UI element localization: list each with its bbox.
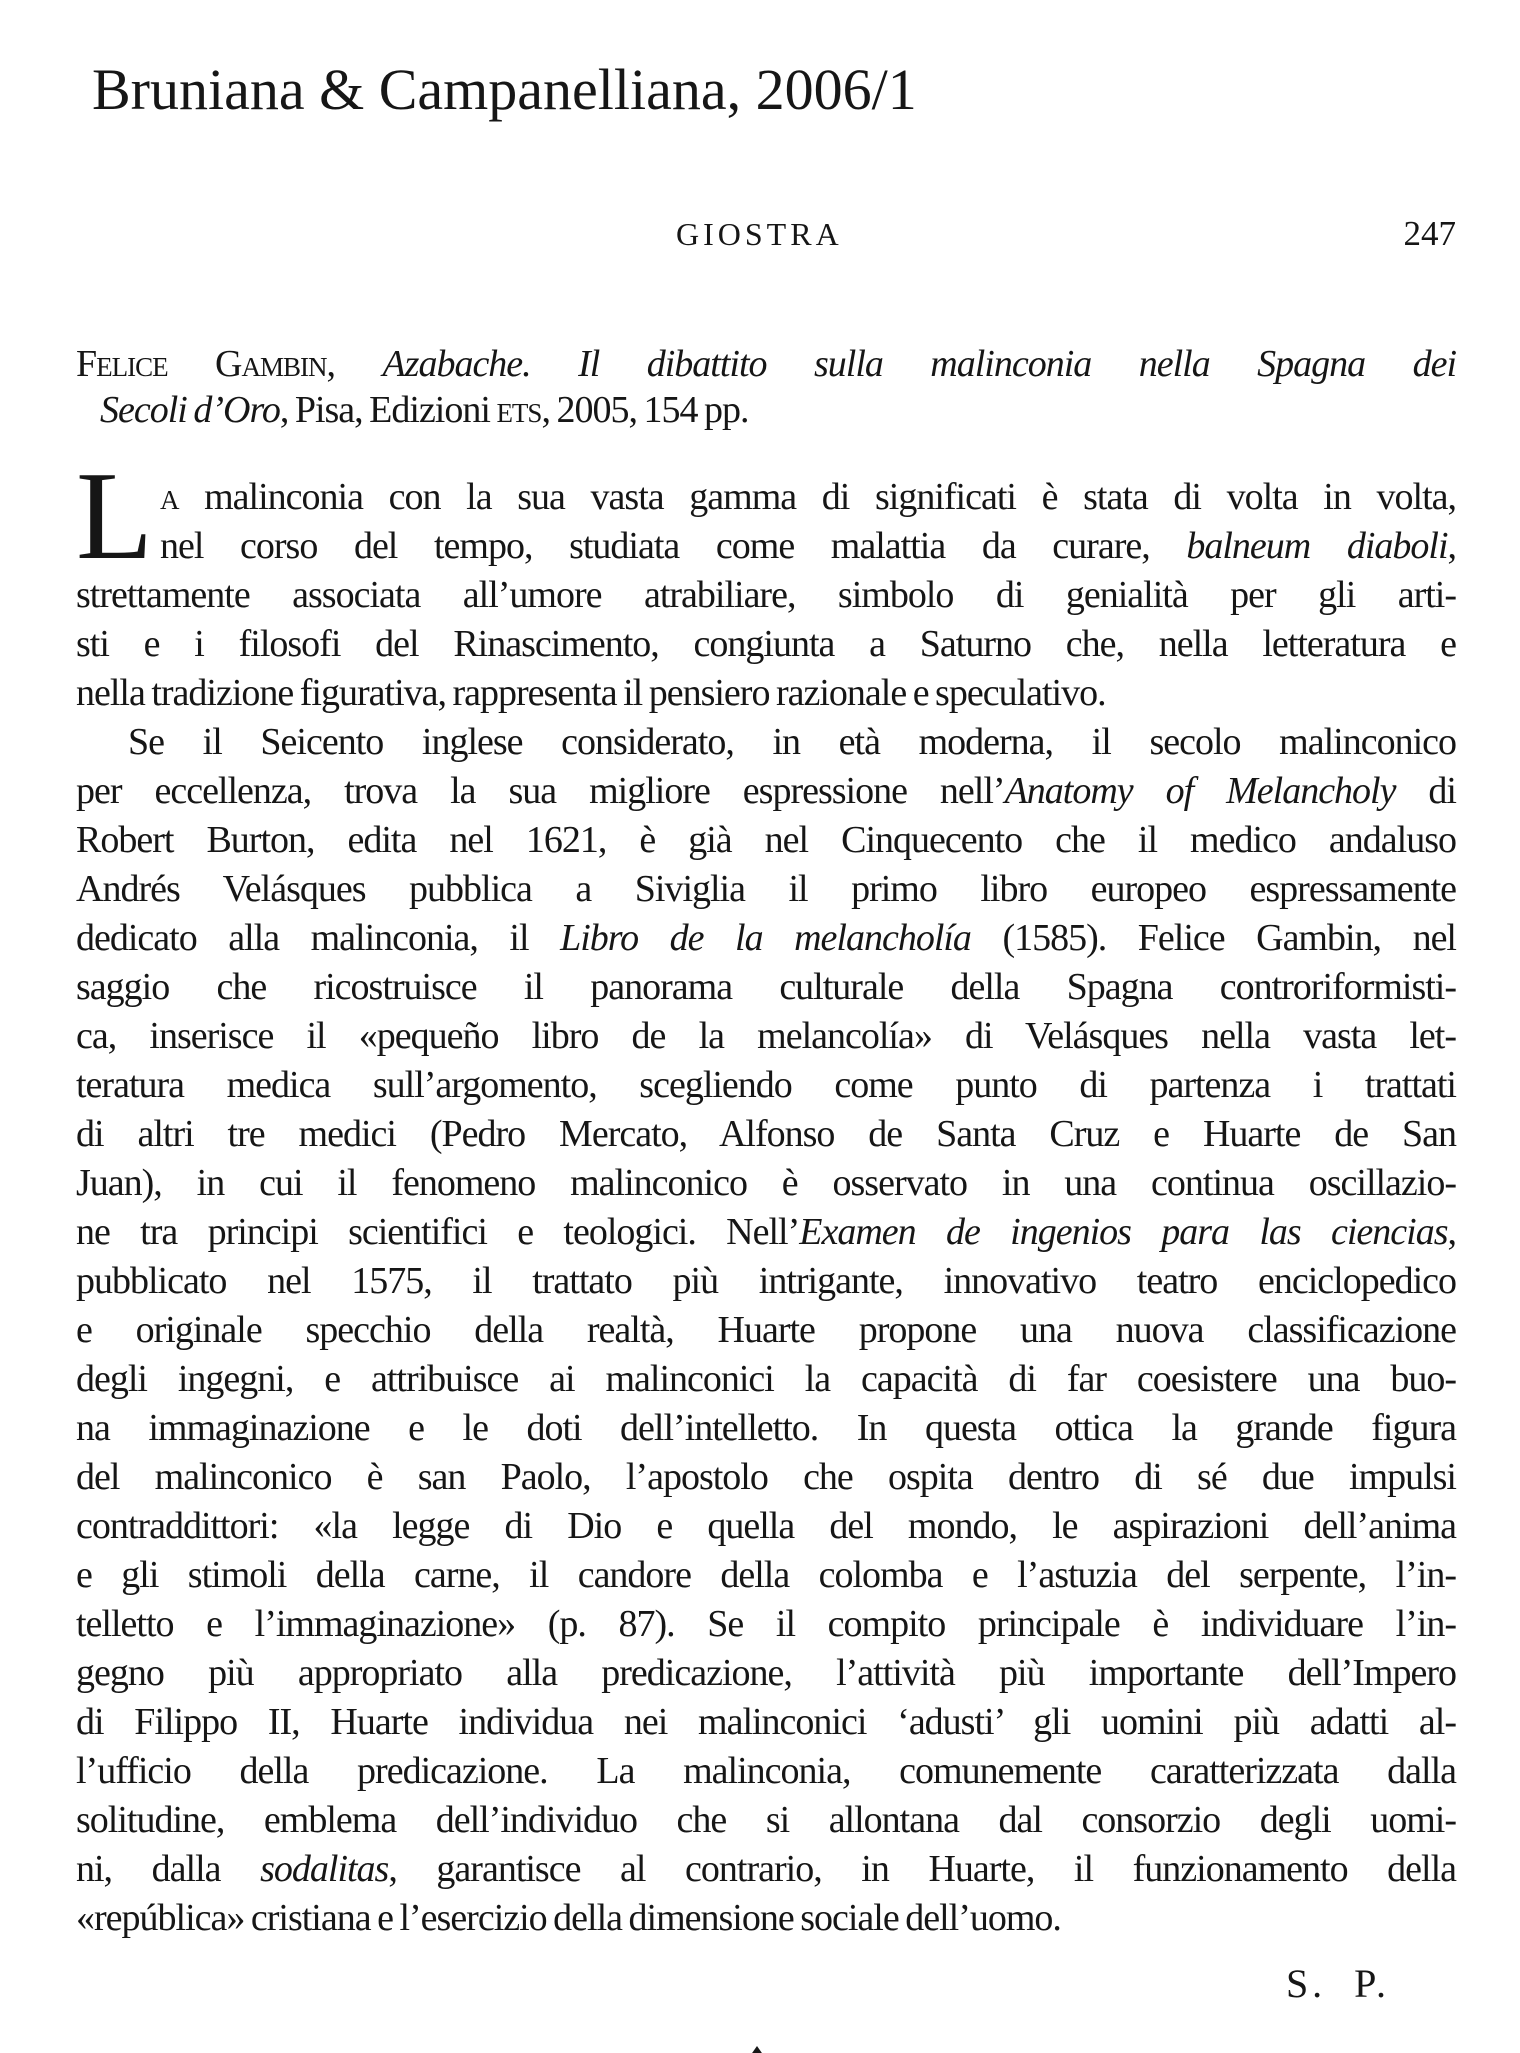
text-line [76,1208,1456,1257]
text-run: na immaginazione e le doti dell’intelletto. In questa ottica la grande figura [76,1407,1456,1449]
paragraph-2 [76,718,1456,1943]
text-run: di [1395,770,1456,812]
review-body [76,447,1457,1943]
text-run: ne tra principi scientifici e teologici. Nell’ [76,1211,800,1253]
text-line [76,473,1456,522]
text-line [76,341,1456,387]
text-run: contraddittori: «la legge di Dio e quella del mondo, le aspirazioni dell’anima [76,1505,1456,1547]
text-run: Examen de ingenios para las ciencias [799,1211,1448,1253]
review-citation [76,341,1456,433]
text-run: Libro de la melancholía [560,917,971,959]
page-number: 247 [1403,214,1456,253]
text-run: telletto e l’immaginazione» (p. 87). Se il compito principale è individuare l’in- [76,1603,1456,1645]
text-run: del malinconico è san Paolo, l’apostolo che ospita dentro di sé due impulsi [76,1456,1456,1498]
text-line [76,1845,1456,1894]
text-run: Felice Gambin [76,343,327,385]
text-run: solitudine, emblema dell’individuo che si allontana dal consorzio degli uomi- [76,1799,1456,1841]
text-run: , 2005, 154 pp. [541,389,749,431]
text-line [76,1894,1456,1943]
text-run: teratura medica sull’argomento, scegliendo come punto di partenza i trattati [76,1064,1456,1106]
text-run: pubblicato nel 1575, il trattato più intrigante, innovativo teatro enciclopedico [76,1260,1456,1302]
text-line [76,571,1456,620]
text-run: e gli stimoli della carne, il candore della colomba e l’astuzia del serpente, l’in- [76,1554,1456,1596]
text-run: sodalitas [260,1848,389,1890]
text-run: Andrés Velásques pubblica a Siviglia il primo libro europeo espressamente [76,868,1456,910]
text-run: di altri tre medici (Pedro Mercato, Alfonso de Santa Cruz e Huarte de San [76,1113,1456,1155]
text-run: Juan), in cui il fenomeno malinconico è osservato in una continua oscillazio- [76,1162,1456,1204]
text-run: balneum diaboli [1186,525,1448,567]
text-run: «república» cristiana e l’esercizio della dimensione sociale dell’uomo. [76,1897,1061,1939]
reviewer-initials: S. P. [1285,1961,1390,2006]
journal-title: Bruniana & Campanelliana, 2006/1 [92,57,917,122]
text-run: , [1447,1211,1456,1253]
text-run: nel corso del tempo, studiata come malattia da curare, [159,525,1187,567]
text-run: Secoli d’Oro [100,389,280,431]
text-line [76,963,1456,1012]
text-line [76,816,1456,865]
asterisk-ornament-icon [750,2046,764,2053]
text-run: l’ufficio della predicazione. La malinconia, comunemente caratterizzata dalla [76,1750,1456,1792]
text-run: a [159,476,179,518]
text-run: sti e i filosofi del Rinascimento, congiunta a Saturno che, nella letteratura e [76,623,1456,665]
text-run: ca, inserisce il «pequeño libro de la melancolía» di Velásques nella vasta let- [76,1015,1456,1057]
text-line [76,1453,1456,1502]
paragraph-2-lines [76,718,1456,1943]
text-run: strettamente associata all’umore atrabiliare, simbolo di genialità per gli arti- [76,574,1456,616]
text-run: Azabache. Il dibattito sulla malinconia nella Spagna dei [382,343,1456,385]
text-line [76,522,1456,571]
text-line [76,1551,1456,1600]
text-line [76,1257,1456,1306]
text-run: nella tradizione figurativa, rappresenta il pensiero razionale e speculativo. [76,672,1106,714]
text-line [76,1600,1456,1649]
text-line [76,1355,1456,1404]
text-line [76,669,1456,718]
text-line [76,767,1456,816]
paragraph-1-lines [76,473,1456,718]
text-run: malinconia con la sua vasta gamma di significati è stata di volta in volta, [178,476,1456,518]
running-head-section: GIOSTRA [676,216,843,252]
text-line [76,1649,1456,1698]
text-run: (1585). Felice Gambin, nel [970,917,1456,959]
text-line [76,1306,1456,1355]
text-run: gegno più appropriato alla predicazione, l’attività più importante dell’Impero [76,1652,1456,1694]
text-line [76,620,1456,669]
text-run: dedicato alla malinconia, il [76,917,561,959]
text-run: , garantisce al contrario, in Huarte, il funzionamento della [388,1848,1457,1890]
text-line [76,1110,1456,1159]
text-line [76,387,1456,433]
text-run: per eccellenza, trova la sua migliore espressione nell’ [76,770,1005,812]
text-line [76,1796,1456,1845]
text-run: Se il Seicento inglese considerato, in età moderna, il secolo malinconico [128,721,1456,763]
text-run: , [326,343,383,385]
text-run: ets [496,389,542,431]
text-run: ni, dalla [76,1848,261,1890]
text-run: e originale specchio della realtà, Huarte propone una nuova classificazione [76,1309,1456,1351]
text-line [76,914,1456,963]
text-line [76,1747,1456,1796]
text-run: saggio che ricostruisce il panorama culturale della Spagna controriformisti- [76,966,1456,1008]
text-line [76,1404,1456,1453]
text-line [76,1012,1456,1061]
text-line [76,1698,1456,1747]
text-line [76,1502,1456,1551]
text-line [76,1061,1456,1110]
text-run: , [1447,525,1457,567]
text-line [76,718,1456,767]
dropcap-letter: L [76,447,153,586]
text-run: degli ingegni, e attribuisce ai malinconici la capacità di far coesistere una buo- [76,1358,1456,1400]
text-run: Robert Burton, edita nel 1621, è già nel Cinquecento che il medico andaluso [76,819,1456,861]
text-line [76,1159,1456,1208]
text-run: , Pisa, Edizioni [279,389,497,431]
paragraph-1 [76,447,1457,718]
text-run: Anatomy of Melancholy [1004,770,1396,812]
text-line [76,865,1456,914]
text-run: di Filippo II, Huarte individua nei malinconici ‘adusti’ gli uomini più adatti al- [76,1701,1456,1743]
